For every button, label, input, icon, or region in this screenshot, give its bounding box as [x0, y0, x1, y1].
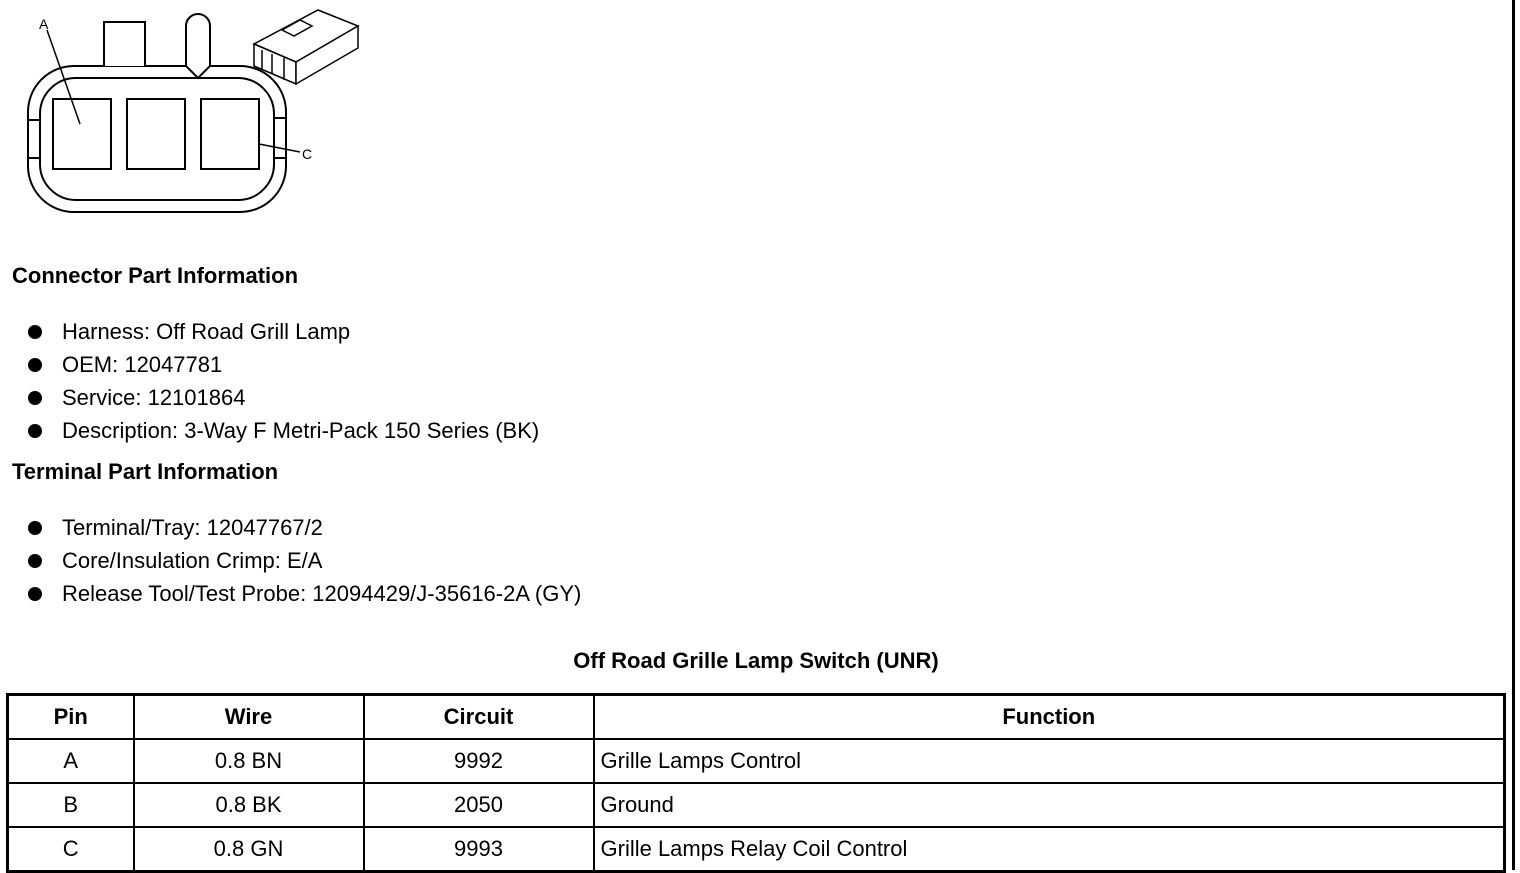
table-row	[8, 783, 1505, 827]
connector-harness: Harness: Off Road Grill Lamp	[62, 319, 351, 344]
connector-diagram	[0, 0, 380, 230]
list-item	[28, 511, 581, 544]
list-item	[28, 544, 581, 577]
list-item	[28, 315, 539, 348]
header-function: Function	[594, 695, 1505, 740]
polarizing-key	[186, 14, 210, 78]
cell-function: Grille Lamps Control	[594, 739, 1505, 783]
bullet-icon	[28, 391, 42, 405]
connector-iso-view	[254, 10, 358, 84]
list-item	[28, 348, 539, 381]
terminal-tray: Terminal/Tray: 12047767/2	[62, 515, 323, 540]
cavity-a	[53, 99, 111, 169]
cell-wire: 0.8 GN	[134, 827, 364, 872]
terminal-crimp: Core/Insulation Crimp: E/A	[62, 548, 323, 573]
connector-description: Description: 3-Way F Metri-Pack 150 Series (BK)	[62, 418, 540, 443]
cell-circuit: 2050	[364, 783, 594, 827]
cell-wire: 0.8 BN	[134, 739, 364, 783]
connector-oem: OEM: 12047781	[62, 352, 223, 377]
cell-function: Grille Lamps Relay Coil Control	[594, 827, 1505, 872]
table-row	[8, 827, 1505, 872]
callout-a-label: A	[39, 16, 49, 32]
cell-circuit: 9992	[364, 739, 594, 783]
bullet-icon	[28, 325, 42, 339]
connector-service: Service: 12101864	[62, 385, 246, 410]
terminal-release-tool: Release Tool/Test Probe: 12094429/J-35616-2A (GY)	[62, 581, 582, 606]
bullet-icon	[28, 587, 42, 601]
right-border-rule	[1512, 0, 1515, 870]
terminal-info-list	[28, 511, 581, 610]
header-pin: Pin	[8, 695, 134, 740]
cell-wire: 0.8 BK	[134, 783, 364, 827]
list-item	[28, 381, 539, 414]
table-header-row	[8, 695, 1505, 740]
cell-pin: A	[8, 739, 134, 783]
cell-circuit: 9993	[364, 827, 594, 872]
header-wire: Wire	[134, 695, 364, 740]
callout-c-label: C	[302, 146, 313, 162]
bullet-icon	[28, 424, 42, 438]
cavity-c	[201, 99, 259, 169]
connector-info-heading: Connector Part Information	[12, 263, 299, 288]
list-item	[28, 577, 581, 610]
cell-pin: C	[8, 827, 134, 872]
header-circuit: Circuit	[364, 695, 594, 740]
locking-tab	[104, 22, 145, 66]
terminal-info-heading: Terminal Part Information	[12, 459, 279, 484]
table-row	[8, 739, 1505, 783]
list-item	[28, 414, 539, 447]
connector-info-list	[28, 315, 539, 447]
bullet-icon	[28, 521, 42, 535]
bullet-icon	[28, 554, 42, 568]
pin-table-title: Off Road Grille Lamp Switch (UNR)	[573, 648, 939, 673]
bullet-icon	[28, 358, 42, 372]
cavity-b	[127, 99, 185, 169]
pin-table	[6, 693, 1506, 873]
cell-function: Ground	[594, 783, 1505, 827]
cell-pin: B	[8, 783, 134, 827]
